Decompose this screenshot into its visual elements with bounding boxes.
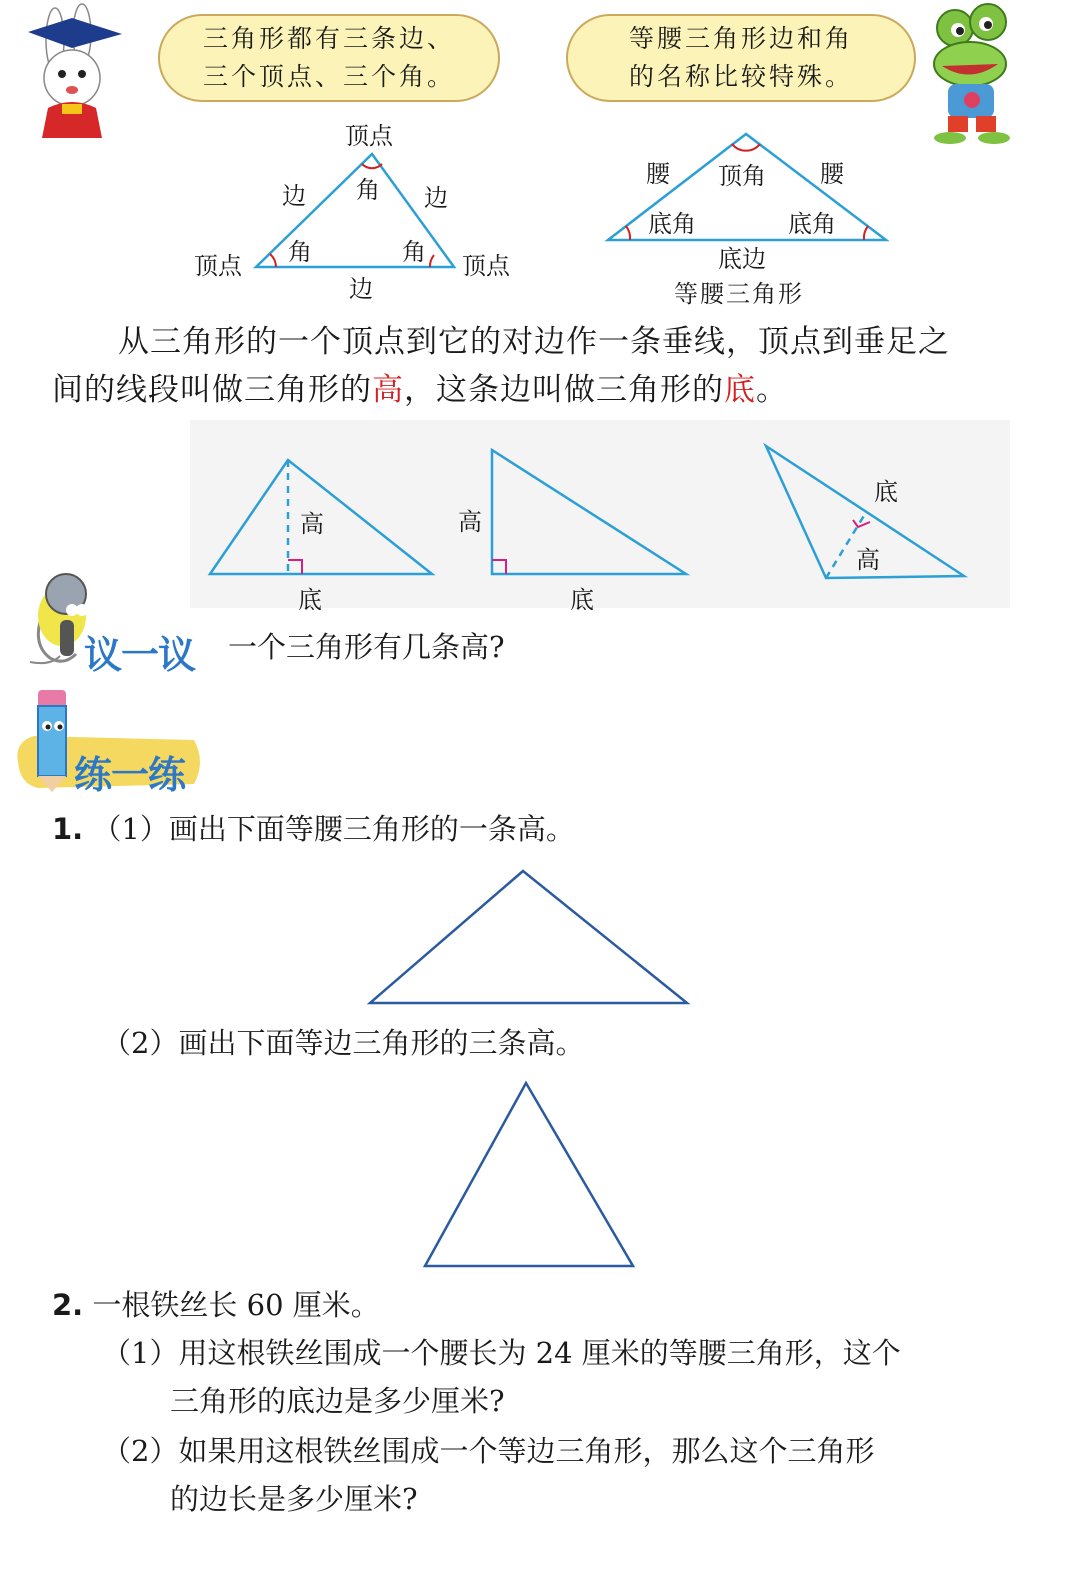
example1-height-label: 高 xyxy=(300,510,324,538)
q1-part1 xyxy=(52,806,575,852)
discuss-title: 议一议 xyxy=(84,633,196,677)
q2-part2-line1: （2）如果用这根铁丝围成一个等边三角形，那么这个三角形 xyxy=(102,1434,875,1468)
label-vertex-top: 顶点 xyxy=(345,122,393,150)
definition-text-a: 间的线段叫做三角形的 xyxy=(52,372,372,408)
q2-number: 2. xyxy=(52,1288,84,1322)
example-triangle-2 xyxy=(492,450,686,574)
isosceles-exercise-triangle xyxy=(366,866,692,1008)
bubble-right-line2: 的名称比较特殊。 xyxy=(628,62,853,91)
equilateral-exercise-triangle xyxy=(420,1078,638,1272)
isosceles-caption: 等腰三角形 xyxy=(674,280,804,308)
label-base-angle-left: 底角 xyxy=(648,210,696,238)
label-apex-angle: 顶角 xyxy=(718,162,766,190)
example2-height-label: 高 xyxy=(458,508,482,536)
q1-part1-text: （1）画出下面等腰三角形的一条高。 xyxy=(92,812,575,846)
term-height: 高 xyxy=(372,372,404,408)
label-side-bottom: 边 xyxy=(349,275,373,303)
q2-intro xyxy=(52,1282,380,1328)
bubble-right-line1: 等腰三角形边和角 xyxy=(628,24,853,53)
definition-text-b: ，这条边叫做三角形的 xyxy=(404,372,724,408)
label-leg-left: 腰 xyxy=(646,160,670,188)
example2-base-label: 底 xyxy=(570,586,594,614)
label-vertex-left: 顶点 xyxy=(194,252,242,280)
example3-base-label: 底 xyxy=(874,478,898,506)
term-base: 底 xyxy=(724,372,756,408)
example1-base-label: 底 xyxy=(298,586,322,614)
bubble-left-line2: 三个顶点、三个角。 xyxy=(202,62,455,91)
discuss-question: 一个三角形有几条高? xyxy=(228,630,505,664)
q1-number: 1. xyxy=(52,812,84,846)
speech-bubble-left xyxy=(158,14,500,102)
bubble-left-line1: 三角形都有三条边、 xyxy=(202,24,455,53)
q1-part2: （2）画出下面等边三角形的三条高。 xyxy=(102,1026,585,1060)
label-side-left: 边 xyxy=(282,182,306,210)
q2-part1-line2: 三角形的底边是多少厘米? xyxy=(170,1384,505,1418)
practice-title: 练一练 xyxy=(74,753,186,797)
speech-bubble-right xyxy=(566,14,916,102)
label-angle-right: 角 xyxy=(402,238,426,266)
definition-line1: 从三角形的一个顶点到它的对边作一条垂线，顶点到垂足之 xyxy=(118,324,950,360)
example3-height-label: 高 xyxy=(856,546,880,574)
label-angle-top: 角 xyxy=(356,176,380,204)
definition-text-c: 。 xyxy=(756,372,788,408)
q2-part2-line2: 的边长是多少厘米? xyxy=(170,1482,418,1516)
rabbit-mascot-icon xyxy=(10,0,150,140)
q2-intro-text: 一根铁丝长 60 厘米。 xyxy=(92,1288,380,1322)
label-side-right: 边 xyxy=(424,184,448,212)
label-leg-right: 腰 xyxy=(820,160,844,188)
frog-mascot-icon xyxy=(920,0,1020,145)
label-angle-left: 角 xyxy=(288,238,312,266)
definition-line2 xyxy=(52,366,788,414)
q2-part1-line1: （1）用这根铁丝围成一个腰长为 24 厘米的等腰三角形，这个 xyxy=(102,1336,901,1370)
label-base-side: 底边 xyxy=(718,245,766,273)
label-base-angle-right: 底角 xyxy=(788,210,836,238)
label-vertex-right: 顶点 xyxy=(462,252,510,280)
